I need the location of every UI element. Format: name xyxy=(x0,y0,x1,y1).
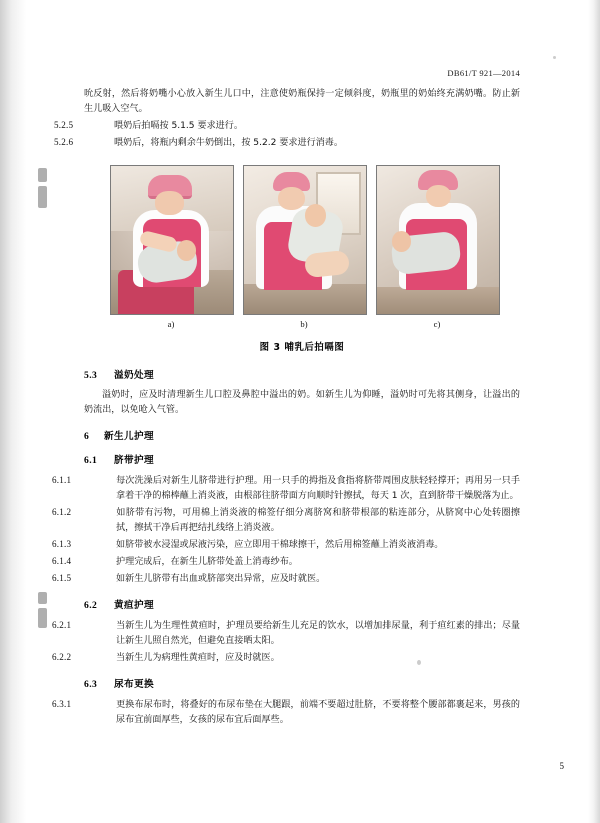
margin-mark xyxy=(38,592,47,604)
clause-text: 如新生儿脐带有出血或脐部突出异常，应及时就医。 xyxy=(116,574,326,584)
figure-caption-a: a) xyxy=(167,319,175,329)
clause-number: 6.1.4 xyxy=(52,556,72,566)
clause-6-1-5 xyxy=(52,571,520,587)
clause-6-1-1 xyxy=(52,473,520,504)
clause-5-2-6 xyxy=(54,135,520,151)
clause-6-2-1 xyxy=(52,618,520,649)
clause-text: 喂奶后拍嗝按 5.1.5 要求进行。 xyxy=(114,121,243,131)
clause-text: 更换布尿布时，将叠好的布尿布垫在大腿跟，前端不要超过肚脐，不要将整个腰部都裹起来，男孩的尿布宜前面厚些，女孩的尿布宜后面厚些。 xyxy=(116,700,520,725)
figure-b xyxy=(243,165,365,329)
clause-number: 5.2.6 xyxy=(54,137,74,147)
page-number: 5 xyxy=(559,761,564,771)
nurse-burping-infant-seated-photo xyxy=(110,165,234,315)
heading-5-3 xyxy=(84,367,520,381)
figure-title: 图 3 哺乳后拍嗝图 xyxy=(259,342,345,353)
clause-number: 5.2.5 xyxy=(54,120,74,130)
margin-mark xyxy=(38,608,47,628)
clause-number: 6.1.1 xyxy=(52,475,72,485)
clause-text: 当新生儿为病理性黄疸时，应及时就医。 xyxy=(116,653,280,663)
heading-6-3 xyxy=(84,676,520,690)
heading-6-2 xyxy=(84,597,520,611)
nurse-patting-infant-back-photo xyxy=(376,165,500,315)
clause-number: 6.3.1 xyxy=(52,699,72,709)
standard-number-header: DB61/T 921—2014 xyxy=(447,68,520,78)
heading-text: 溢奶处理 xyxy=(114,370,154,381)
clause-6-1-3 xyxy=(52,537,520,553)
clause-6-2-2 xyxy=(52,650,520,666)
page-content xyxy=(52,68,520,729)
margin-mark xyxy=(38,168,47,182)
clause-number: 6.2.1 xyxy=(52,620,72,630)
continued-paragraph: 吮反射，然后将奶嘴小心放入新生儿口中，注意使奶瓶保持一定倾斜度，奶瓶里的奶始终充满奶嘴。防止新生儿吸入空气。 xyxy=(84,89,520,114)
heading-number: 6.1 xyxy=(84,455,98,466)
clause-number: 6.1.2 xyxy=(52,507,72,517)
figure-caption-c: c) xyxy=(433,319,441,329)
clause-number: 6.1.3 xyxy=(52,539,72,549)
clause-text: 护理完成后，在新生儿脐带处盖上消毒纱布。 xyxy=(116,557,298,567)
paragraph-5-3: 溢奶时，应及时清理新生儿口腔及鼻腔中溢出的奶。如新生儿为仰睡，溢奶时可先将其侧身，让溢出的奶流出，以免呛入气管。 xyxy=(84,390,520,415)
scan-speck xyxy=(553,56,556,59)
clause-6-1-2 xyxy=(52,505,520,536)
figure-a xyxy=(110,165,232,329)
heading-text: 尿布更换 xyxy=(114,679,154,690)
figure-c xyxy=(376,165,498,329)
clause-text: 如脐带被水浸湿或尿液污染，应立即用干棉球擦干，然后用棉签蘸上消炎液消毒。 xyxy=(116,540,444,550)
heading-number: 6.3 xyxy=(84,679,98,690)
clause-6-1-4 xyxy=(52,554,520,570)
clause-text: 当新生儿为生理性黄疸时，护理员要给新生儿充足的饮水，以增加排尿量，利于疸红素的排出；尽量让新生儿照自然光，但避免直接晒太阳。 xyxy=(116,621,520,646)
clause-text: 每次洗澡后对新生儿脐带进行护理。用一只手的拇指及食指将脐带周围皮肤轻轻撑开；再用另一只手拿着干净的棉棒蘸上消炎液，由根部往脐带面方向顺时针擦拭，每天 1 次，直到脐带干燥脱落为止。 xyxy=(116,476,520,501)
clause-5-2-5 xyxy=(54,118,520,134)
margin-mark xyxy=(38,186,47,208)
clause-text: 喂奶后，将瓶内剩余牛奶倒出，按 5.2.2 要求进行消毒。 xyxy=(114,138,343,148)
clause-text: 如脐带有污物，可用棉上消炎液的棉签仔细分离脐窝和脐带根部的粘连部分，从脐窝中心处转圈擦拭，擦拭干净后再把结扎线络上消炎液。 xyxy=(116,508,520,533)
clause-number: 6.2.2 xyxy=(52,652,72,662)
heading-number: 5.3 xyxy=(84,370,98,381)
heading-text: 新生儿护理 xyxy=(104,431,154,442)
heading-text: 脐带护理 xyxy=(114,455,154,466)
heading-6 xyxy=(84,428,520,442)
heading-6-1 xyxy=(84,452,520,466)
figure-caption-b: b) xyxy=(300,319,308,329)
heading-number: 6 xyxy=(84,431,90,442)
nurse-holding-infant-upright-photo xyxy=(243,165,367,315)
figure-3-images xyxy=(84,165,520,329)
heading-number: 6.2 xyxy=(84,600,98,611)
clause-6-3-1 xyxy=(52,697,520,728)
clause-number: 6.1.5 xyxy=(52,573,72,583)
heading-text: 黄疸护理 xyxy=(114,600,154,611)
